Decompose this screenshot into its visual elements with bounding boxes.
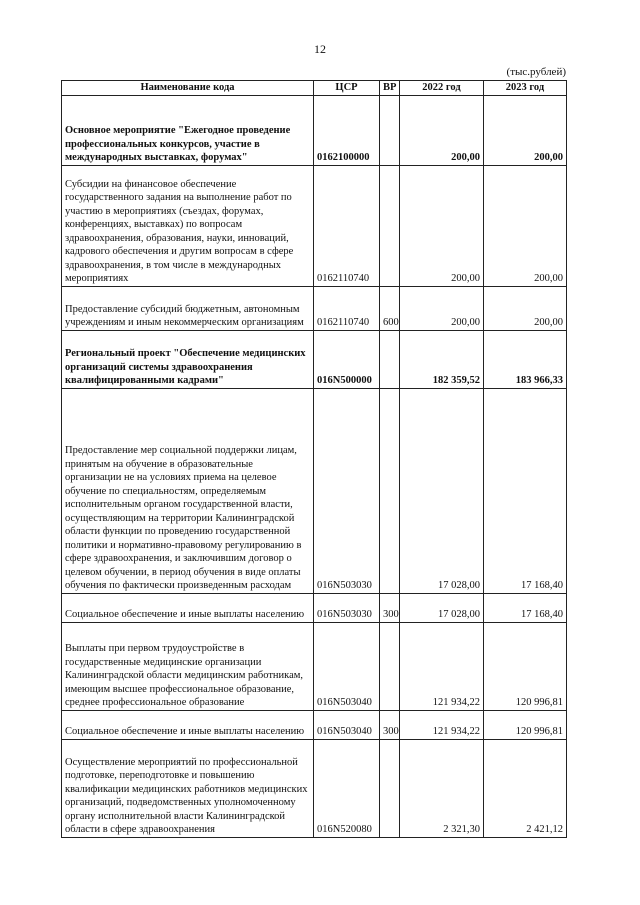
row-2022: 17 028,00 — [400, 593, 484, 622]
row-2022: 121 934,22 — [400, 710, 484, 739]
row-name: Основное мероприятие "Ежегодное проведение профессиональных конкурсов, участие в международных выставках, форумах" — [62, 95, 314, 165]
table-row — [62, 330, 567, 388]
row-vr — [380, 388, 400, 593]
table-row — [62, 165, 567, 286]
page-number: 12 — [314, 42, 326, 56]
row-csr: 016N503030 — [314, 593, 380, 622]
table-row — [62, 710, 567, 739]
row-2022: 2 321,30 — [400, 739, 484, 837]
row-2023: 2 421,12 — [484, 739, 567, 837]
row-2022: 182 359,52 — [400, 330, 484, 388]
row-csr: 016N520080 — [314, 739, 380, 837]
units-label: (тыс.рублей) — [506, 66, 566, 78]
row-vr — [380, 165, 400, 286]
row-2022: 200,00 — [400, 165, 484, 286]
table-row — [62, 739, 567, 837]
row-vr — [380, 739, 400, 837]
row-vr — [380, 622, 400, 710]
row-2023: 200,00 — [484, 286, 567, 330]
table-row — [62, 622, 567, 710]
row-csr: 016N500000 — [314, 330, 380, 388]
table-row — [62, 593, 567, 622]
row-vr: 300 — [380, 593, 400, 622]
row-name: Социальное обеспечение и иные выплаты населению — [62, 710, 314, 739]
table-row — [62, 388, 567, 593]
row-2023: 200,00 — [484, 95, 567, 165]
row-2023: 17 168,40 — [484, 388, 567, 593]
row-2022: 17 028,00 — [400, 388, 484, 593]
budget-table — [61, 80, 567, 838]
row-2023: 200,00 — [484, 165, 567, 286]
row-csr: 016N503040 — [314, 710, 380, 739]
row-2022: 121 934,22 — [400, 622, 484, 710]
row-2023: 17 168,40 — [484, 593, 567, 622]
row-name: Субсидии на финансовое обеспечение государственного задания на выполнение работ по участию в мероприятиях (съездах, форумах, конференциях, выставках) по вопросам здравоохранения, образования, науки, инноваций, кадрового обеспечения и другим вопросам в сфере здравоохранения, в том числе в международных мероприятиях — [62, 165, 314, 286]
row-name: Региональный проект "Обеспечение медицинских организаций системы здравоохранения квалифицированными кадрами" — [62, 330, 314, 388]
header-2022: 2022 год — [400, 81, 484, 96]
row-csr: 0162110740 — [314, 165, 380, 286]
row-2023: 183 966,33 — [484, 330, 567, 388]
row-2023: 120 996,81 — [484, 710, 567, 739]
row-csr: 0162110740 — [314, 286, 380, 330]
row-csr: 0162100000 — [314, 95, 380, 165]
row-name: Предоставление субсидий бюджетным, автономным учреждениям и иным некоммерческим организациям — [62, 286, 314, 330]
table-row — [62, 95, 567, 165]
row-name: Выплаты при первом трудоустройстве в государственные медицинские организации Калининградской области медицинским работникам, имеющим высшее профессиональное образование, среднее профессиональное образование — [62, 622, 314, 710]
row-name: Предоставление мер социальной поддержки лицам, принятым на обучение в образовательные организации не на условиях приема на целевое обучение по специальностям, определяемым исполнительным органом государственной власти, осуществляющим на территории Калининградской области функции по проведению государственной политики и нормативно-правовому регулированию в сфере здравоохранения, и заключившим договор о целевом обучении, в период обучения в виде оплаты обучения по фактически произведенным расходам — [62, 388, 314, 593]
row-name: Осуществление мероприятий по профессиональной подготовке, переподготовке и повышению квалификации медицинских работников медицинских организаций, подведомственных уполномоченному органу исполнительной власти Калининградской области в сфере здравоохранения — [62, 739, 314, 837]
header-vr: ВР — [380, 81, 400, 96]
row-csr: 016N503040 — [314, 622, 380, 710]
row-2022: 200,00 — [400, 286, 484, 330]
row-2023: 120 996,81 — [484, 622, 567, 710]
table-header-row — [62, 81, 567, 96]
row-2022: 200,00 — [400, 95, 484, 165]
header-2023: 2023 год — [484, 81, 567, 96]
header-name: Наименование кода — [62, 81, 314, 96]
row-csr: 016N503030 — [314, 388, 380, 593]
row-vr — [380, 95, 400, 165]
row-vr: 600 — [380, 286, 400, 330]
row-name: Социальное обеспечение и иные выплаты населению — [62, 593, 314, 622]
row-vr — [380, 330, 400, 388]
header-csr: ЦСР — [314, 81, 380, 96]
table-row — [62, 286, 567, 330]
row-vr: 300 — [380, 710, 400, 739]
